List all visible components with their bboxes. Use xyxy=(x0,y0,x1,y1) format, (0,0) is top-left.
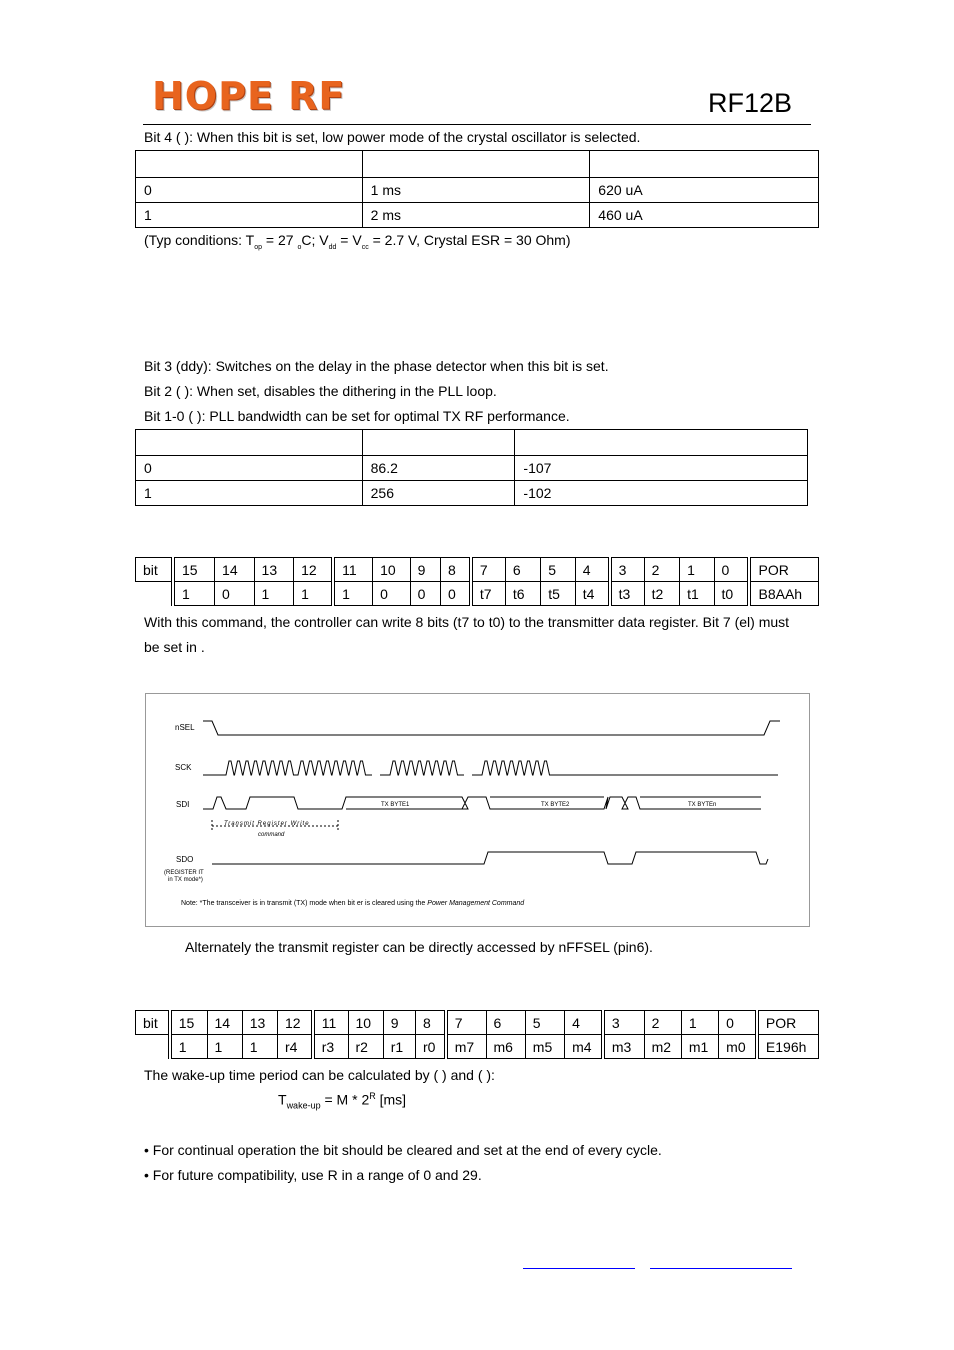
table-cell: 2 ms xyxy=(362,203,590,228)
command-sublabel: command xyxy=(258,832,285,838)
typ-conditions-mid3: = V xyxy=(336,232,362,248)
sck-waveform xyxy=(203,761,778,775)
bit-header-cell: 10 xyxy=(373,558,410,582)
bit-header-cell: 5 xyxy=(541,558,575,582)
sdi-waveform xyxy=(203,797,761,809)
header-divider xyxy=(143,124,811,125)
bit-value-cell: 0 xyxy=(410,582,440,606)
bit-header-cell: 13 xyxy=(242,1011,277,1035)
nsel-waveform xyxy=(203,721,780,735)
bit-header-cell: 3 xyxy=(603,1011,644,1035)
tx-description-line2: be set in . xyxy=(144,639,205,655)
bit-value-cell: 1 xyxy=(207,1035,242,1059)
bit-value-cell: t0 xyxy=(714,582,749,606)
bit-value-cell: 0 xyxy=(215,582,255,606)
bit-value-cell: m0 xyxy=(719,1035,757,1059)
tx-register-write-timing-diagram xyxy=(145,693,810,927)
bit-header-cell: 12 xyxy=(294,558,334,582)
formula-t: T xyxy=(278,1091,287,1108)
signal-label-sdi: SDI xyxy=(176,800,190,809)
timing-note-prefix: Note: *The transceiver is in transmit (TX) mode when bit er is cleared using the xyxy=(181,900,428,907)
formula-subscript: wake-up xyxy=(286,1100,321,1111)
bullet-continual-operation: • For continual operation the bit should be cleared and set at the end of every cycle. xyxy=(144,1142,662,1158)
bit-header-cell: POR xyxy=(749,558,818,582)
table-cell: 0 xyxy=(136,178,363,203)
bit-header-cell: 9 xyxy=(383,1011,415,1035)
timing-note-italic: Power Management Command xyxy=(427,900,525,907)
bit-value-cell: 1 xyxy=(294,582,334,606)
table-row xyxy=(136,456,808,481)
bit-header-cell: 13 xyxy=(254,558,294,582)
bit-header-cell: POR xyxy=(757,1011,819,1035)
hope-rf-logo: HOPE RF xyxy=(152,74,346,118)
bit-value-cell: r0 xyxy=(416,1035,446,1059)
bit-value-cell: t7 xyxy=(471,582,505,606)
wakeup-formula xyxy=(278,1091,406,1110)
bit-header-cell: 6 xyxy=(505,558,540,582)
formula-superscript: R xyxy=(369,1091,376,1101)
bit-header-cell: 7 xyxy=(446,1011,486,1035)
table-header-cell xyxy=(590,151,819,178)
bullet-future-compatibility: • For future compatibility, use R in a range of 0 and 29. xyxy=(144,1167,482,1183)
bit-header-cell: 15 xyxy=(170,1011,207,1035)
bit-value-cell: r1 xyxy=(383,1035,415,1059)
bit-value-cell: r3 xyxy=(313,1035,348,1059)
bit-value-cell: r4 xyxy=(278,1035,313,1059)
table-header-row xyxy=(136,430,808,456)
table-cell: 620 uA xyxy=(590,178,819,203)
bit-header-cell: 15 xyxy=(173,558,215,582)
table-cell: 256 xyxy=(362,481,515,506)
bit-header-cell: 4 xyxy=(565,1011,603,1035)
bit-value-cell: t5 xyxy=(541,582,575,606)
bit-value-cell: 0 xyxy=(373,582,410,606)
sub-cc: cc xyxy=(361,243,369,251)
bit-value-cell: m6 xyxy=(486,1035,525,1059)
bit-value-cell: r2 xyxy=(348,1035,383,1059)
bit-header-row xyxy=(136,558,819,582)
table-cell: 1 ms xyxy=(362,178,590,203)
tx-byte2-label: TX BYTE2 xyxy=(541,802,570,808)
table-header-cell xyxy=(362,430,515,456)
bit-header-cell: 11 xyxy=(333,558,373,582)
table-header-cell xyxy=(136,151,363,178)
table-row xyxy=(136,481,808,506)
typ-conditions-suffix: = 2.7 V, Crystal ESR = 30 Ohm) xyxy=(368,232,571,248)
osc-table xyxy=(135,150,819,228)
table-cell: -102 xyxy=(515,481,808,506)
typ-conditions-mid2: C; V xyxy=(301,232,329,248)
bit-value-cell: m4 xyxy=(565,1035,603,1059)
timing-note xyxy=(181,900,525,907)
table-cell: 1 xyxy=(136,481,363,506)
tx-command-bit-table xyxy=(135,557,819,606)
signal-label-sck: SCK xyxy=(175,763,192,772)
alternate-access-text: Alternately the transmit register can be directly accessed by nFFSEL (pin6). xyxy=(185,939,653,955)
table-row xyxy=(136,178,819,203)
bit-header-cell: 1 xyxy=(680,558,714,582)
pll-table xyxy=(135,429,808,506)
bit10-description: Bit 1-0 ( ): PLL bandwidth can be set for optimal TX RF performance. xyxy=(144,408,570,424)
bit-value-cell: t4 xyxy=(575,582,609,606)
bit-header-cell: 3 xyxy=(610,558,644,582)
bit-value-cell: t3 xyxy=(610,582,644,606)
bit-value-cell: t1 xyxy=(680,582,714,606)
bit-value-cell: 1 xyxy=(242,1035,277,1059)
sub-op: op xyxy=(254,243,263,251)
formula-unit: [ms] xyxy=(375,1091,407,1108)
signal-label-sdo: SDO xyxy=(176,855,194,864)
bit-value-cell: m3 xyxy=(603,1035,644,1059)
model-name: RF12B xyxy=(707,88,792,118)
wakeup-description: The wake-up time period can be calculated by ( ) and ( ): xyxy=(144,1067,495,1083)
bit-value-cell: m1 xyxy=(681,1035,718,1059)
bit-header-cell: 4 xyxy=(575,558,609,582)
bit-value-cell: m2 xyxy=(644,1035,681,1059)
wakeup-command-bit-table xyxy=(135,1010,819,1059)
table-header-cell xyxy=(515,430,808,456)
table-cell: 460 uA xyxy=(590,203,819,228)
bit-value-row xyxy=(136,1035,819,1059)
table-cell: 0 xyxy=(136,456,363,481)
signal-label-nsel: nSEL xyxy=(175,723,195,732)
bit-header-cell: 6 xyxy=(486,1011,525,1035)
bit-header-cell: 14 xyxy=(215,558,255,582)
table-header-cell xyxy=(136,430,363,456)
timing-diagram-svg xyxy=(146,694,809,926)
por-value-cell: E196h xyxy=(757,1035,819,1059)
typ-conditions xyxy=(144,232,571,251)
bit-value-cell: 1 xyxy=(254,582,294,606)
bit-label-cell: bit xyxy=(136,558,173,582)
degree-o: o xyxy=(297,243,302,251)
signal-label-register-it: (REGISTER IT xyxy=(164,870,204,876)
bit2-description: Bit 2 ( ): When set, disables the dithering in the PLL loop. xyxy=(144,383,497,399)
bit-header-cell: 1 xyxy=(681,1011,718,1035)
bit-value-cell: 1 xyxy=(170,1035,207,1059)
bit-value-cell: 0 xyxy=(440,582,470,606)
bit-value-cell: 1 xyxy=(333,582,373,606)
bit-header-cell: 5 xyxy=(525,1011,564,1035)
bit3-description: Bit 3 (ddy): Switches on the delay in the phase detector when this bit is set. xyxy=(144,358,609,374)
table-row xyxy=(136,203,819,228)
bit-header-cell: 10 xyxy=(348,1011,383,1035)
tx-description-line1: With this command, the controller can write 8 bits (t7 to t0) to the transmitter data register. Bit 7 (el) must xyxy=(144,614,790,630)
bit-header-cell: 0 xyxy=(714,558,749,582)
bit-header-cell: 14 xyxy=(207,1011,242,1035)
bit-label-cell: bit xyxy=(136,1011,170,1035)
table-header-row xyxy=(136,151,819,178)
bit-value-cell: 1 xyxy=(173,582,215,606)
bit-header-cell: 9 xyxy=(410,558,440,582)
bit-value-cell: t2 xyxy=(644,582,679,606)
footer-link-1[interactable] xyxy=(523,1268,635,1269)
bit-header-cell: 12 xyxy=(278,1011,313,1035)
bit-value-cell: m5 xyxy=(525,1035,564,1059)
bit-header-cell: 8 xyxy=(440,558,470,582)
bit-value-cell: t6 xyxy=(505,582,540,606)
signal-label-tx-mode: in TX mode*) xyxy=(168,877,203,883)
formula-equals: = M * 2 xyxy=(320,1091,370,1108)
command-label: Transmit Register Write xyxy=(224,821,310,827)
table-header-cell xyxy=(362,151,590,178)
bit-value-cell xyxy=(136,582,173,606)
bit4-description: Bit 4 ( ): When this bit is set, low power mode of the crystal oscillator is selected. xyxy=(144,129,641,145)
bit-header-cell: 8 xyxy=(416,1011,446,1035)
bit-value-cell xyxy=(136,1035,170,1059)
bit-header-cell: 11 xyxy=(313,1011,348,1035)
sdo-waveform xyxy=(212,852,768,864)
table-cell: 1 xyxy=(136,203,363,228)
bit-header-cell: 0 xyxy=(719,1011,757,1035)
bit-header-cell: 2 xyxy=(644,558,679,582)
tx-byte1-label: TX BYTE1 xyxy=(381,802,410,808)
sub-dd: dd xyxy=(328,243,337,251)
tx-byten-label: TX BYTEn xyxy=(688,802,717,808)
table-cell: -107 xyxy=(515,456,808,481)
bit-header-cell: 7 xyxy=(471,558,505,582)
typ-conditions-prefix: (Typ conditions: T xyxy=(144,232,255,248)
bit-value-cell: m7 xyxy=(446,1035,486,1059)
por-value-cell: B8AAh xyxy=(749,582,818,606)
table-cell: 86.2 xyxy=(362,456,515,481)
bit-header-row xyxy=(136,1011,819,1035)
bit-value-row xyxy=(136,582,819,606)
bit-header-cell: 2 xyxy=(644,1011,681,1035)
footer-link-2[interactable] xyxy=(650,1268,792,1269)
typ-conditions-mid1: = 27 xyxy=(262,232,298,248)
